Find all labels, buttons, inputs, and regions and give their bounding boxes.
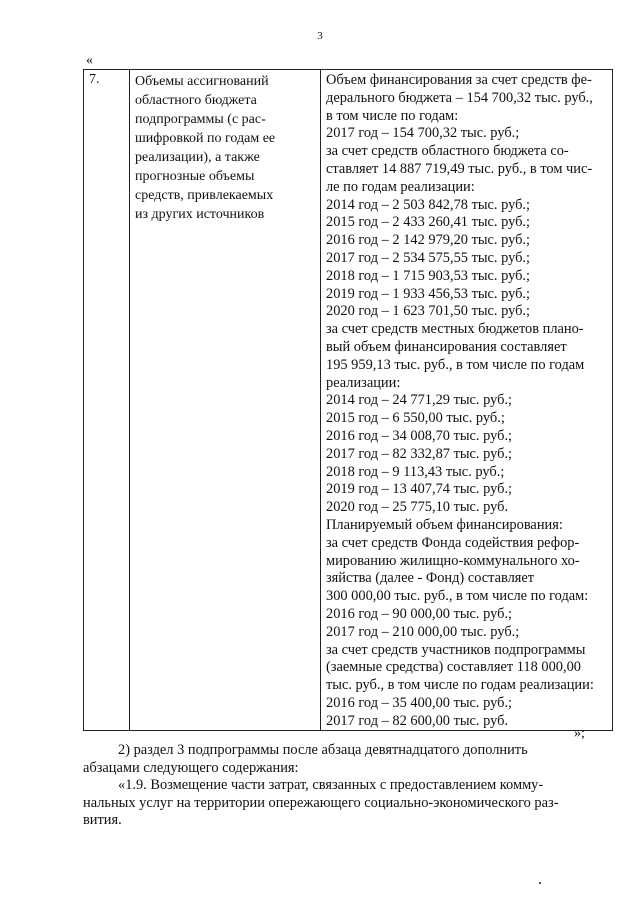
paragraph-line: нальных услуг на территории опережающего социально-экономического раз-: [83, 794, 559, 811]
content-line: реализации:: [326, 374, 401, 391]
row-description: [130, 70, 321, 731]
content-line: 2017 год – 210 000,00 тыс. руб.;: [326, 623, 520, 640]
paragraph-line: абзацами следующего содержания:: [83, 759, 299, 776]
opening-quote: «: [86, 53, 93, 68]
description-line: средств, привлекаемых: [135, 188, 274, 203]
description-line: шифровкой по годам ее: [135, 131, 276, 146]
description-line: Объемы ассигнований: [135, 74, 269, 89]
content-line: в том числе по годам:: [326, 107, 459, 124]
description-line: реализации), а также: [135, 150, 260, 165]
paragraph-line: «1.9. Возмещение части затрат, связанных с предоставлением комму-: [118, 777, 544, 793]
row-number: 7.: [84, 70, 130, 731]
content-line: ставляет 14 887 719,49 тыс. руб., в том чис-: [326, 160, 593, 177]
paragraph-section-1-9: [83, 777, 613, 830]
funding-table: [83, 69, 613, 731]
content-line: 2015 год – 2 433 260,41 тыс. руб.;: [326, 214, 531, 231]
content-line: Планируемый объем финансирования:: [326, 516, 563, 533]
row-content: [321, 70, 613, 731]
content-line: 2017 год – 2 534 575,55 тыс. руб.;: [326, 249, 531, 266]
page-number: 3: [317, 30, 323, 42]
paragraph-line: 2) раздел 3 подпрограммы после абзаца девятнадцатого дополнить: [118, 742, 528, 758]
description-line: областного бюджета: [135, 93, 257, 108]
content-line: 2017 год – 82 332,87 тыс. руб.;: [326, 445, 513, 462]
closing-quote: »;: [574, 726, 585, 741]
content-line: тыс. руб., в том числе по годам реализации:: [326, 677, 594, 694]
content-line: за счет средств местных бюджетов плано-: [326, 321, 584, 338]
content-line: 2014 год – 2 503 842,78 тыс. руб.;: [326, 196, 531, 213]
description-line: из других источников: [135, 207, 265, 222]
content-line: Объем финансирования за счет средств фе-: [326, 72, 592, 88]
description-line: подпрограммы (с рас-: [135, 112, 266, 127]
content-line: 300 000,00 тыс. руб., в том числе по годам:: [326, 588, 589, 605]
content-line: 195 959,13 тыс. руб., в том числе по годам: [326, 356, 585, 373]
paragraph-line: вития.: [83, 812, 122, 829]
content-line: за счет средств участников подпрограммы: [326, 641, 586, 658]
description-line: прогнозные объемы: [135, 169, 255, 184]
content-line: 2016 год – 2 142 979,20 тыс. руб.;: [326, 232, 531, 249]
content-line: 2016 год – 90 000,00 тыс. руб.;: [326, 605, 513, 622]
content-line: 2016 год – 34 008,70 тыс. руб.;: [326, 427, 513, 444]
content-line: 2014 год – 24 771,29 тыс. руб.;: [326, 392, 513, 409]
content-line: ле по годам реализации:: [326, 178, 475, 195]
table-row: [84, 70, 613, 731]
content-line: 2020 год – 25 775,10 тыс. руб.: [326, 499, 509, 516]
content-line: за счет средств Фонда содействия рефор-: [326, 534, 580, 551]
content-line: 2015 год – 6 550,00 тыс. руб.;: [326, 410, 505, 427]
content-line: 2020 год – 1 623 701,50 тыс. руб.;: [326, 303, 531, 320]
content-line: 2017 год – 154 700,32 тыс. руб.;: [326, 125, 520, 142]
content-line: 2018 год – 1 715 903,53 тыс. руб.;: [326, 267, 531, 284]
content-line: дерального бюджета – 154 700,32 тыс. руб.,: [326, 89, 593, 106]
content-line: 2018 год – 9 113,43 тыс. руб.;: [326, 463, 505, 480]
content-line: 2017 год – 82 600,00 тыс. руб.: [326, 712, 509, 729]
content-line: 2019 год – 13 407,74 тыс. руб.;: [326, 481, 513, 498]
content-line: зяйства (далее - Фонд) составляет: [326, 570, 535, 587]
content-line: (заемные средства) составляет 118 000,00: [326, 659, 581, 676]
paragraph-amendment: [83, 742, 613, 777]
content-line: вый объем финансирования составляет: [326, 338, 567, 355]
content-line: 2019 год – 1 933 456,53 тыс. руб.;: [326, 285, 531, 302]
content-line: мированию жилищно-коммунального хо-: [326, 552, 580, 569]
scan-speck: [539, 882, 541, 884]
content-line: 2016 год – 35 400,00 тыс. руб.;: [326, 694, 513, 711]
content-line: за счет средств областного бюджета со-: [326, 143, 569, 160]
